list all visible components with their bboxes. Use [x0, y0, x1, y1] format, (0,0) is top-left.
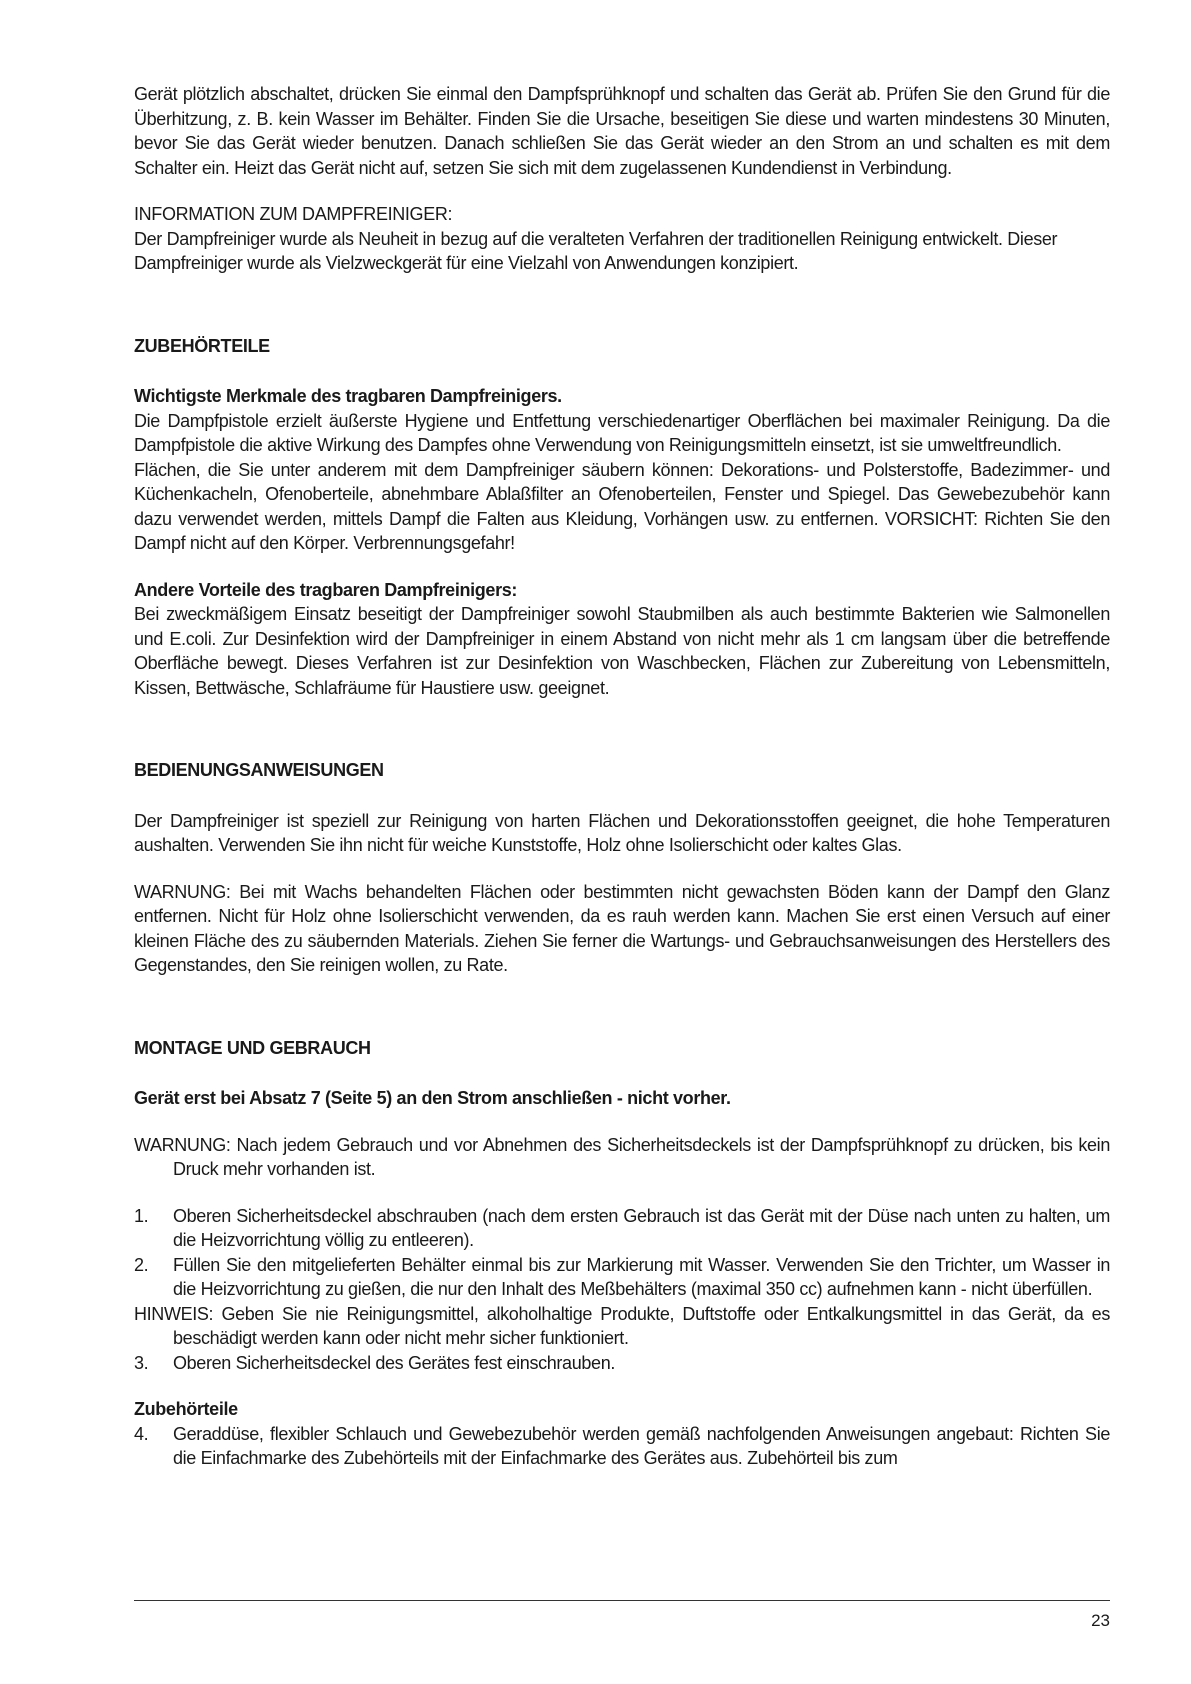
- section-heading-montage: MONTAGE UND GEBRAUCH: [134, 1037, 371, 1058]
- overheat-paragraph: Gerät plötzlich abschaltet, drücken Sie einmal den Dampfsprühknopf und schalten das Gerät ab. Prüfen Sie den Grund für die Überhitzung, z. B. kein Wasser im Behälter. Finden Sie die Ursache, beseitigen Sie diese und warten mindestens 30 Minuten, bevor Sie das Gerät wieder benutzen. Danach schließen Sie das Gerät wieder an den Strom an und schalten es mit dem Schalter ein. Heizt das Gerät nicht auf, setzen Sie sich mit dem zugelassenen Kundendienst in Verbindung.: [134, 84, 1110, 178]
- bedienung-warning: WARNUNG: Bei mit Wachs behandelten Flächen oder bestimmten nicht gewachsten Böden kann der Dampf den Glanz entfernen. Nicht für Holz ohne Isolierschicht verwenden, da es rauh werden kann. Machen Sie erst einen Versuch auf einer kleinen Fläche des zu säubernden Materials. Ziehen Sie ferner die Wartungs- und Gebrauchsanweisungen des Herstellers des Gegenstandes, den Sie reinigen wollen, zu Rate.: [134, 881, 1110, 975]
- list-item-number: 2.: [134, 1254, 149, 1275]
- list-item-text: Oberen Sicherheitsdeckel abschrauben (nach dem ersten Gebrauch ist das Gerät mit der Düse nach unten zu halten, um die Heizvorrichtung völlig zu entleeren).: [173, 1205, 1110, 1250]
- advantages-text: Bei zweckmäßigem Einsatz beseitigt der Dampfreiniger sowohl Staubmilben als auch bestimmte Bakterien wie Salmonellen und E.coli. Zur Desinfektion wird der Dampfreiniger in einem Abstand von nicht mehr als 1 cm langsam über die betreffende Oberfläche bewegt. Dieses Verfahren ist zur Desinfektion von Waschbecken, Flächen zur Zubereitung von Lebensmitteln, Kissen, Bettwäsche, Schlafräume für Haustiere usw. geeignet.: [134, 604, 1110, 698]
- list-item-number: 4.: [134, 1423, 149, 1444]
- hinweis-note: HINWEIS: Geben Sie nie Reinigungsmittel, alkoholhaltige Produkte, Duftstoffe oder Entkalkungsmittel in das Gerät, da es beschädigt werden kann oder nicht mehr sicher funktioniert.: [134, 1303, 1110, 1348]
- list-item-number: 1.: [134, 1205, 149, 1226]
- page-number: 23: [1091, 1611, 1110, 1630]
- document-page: [134, 82, 1110, 1471]
- advantages-title: Andere Vorteile des tragbaren Dampfreinigers:: [134, 579, 518, 600]
- montage-subheading: Gerät erst bei Absatz 7 (Seite 5) an den Strom anschließen - nicht vorher.: [134, 1088, 731, 1108]
- list-item-text: Oberen Sicherheitsdeckel des Gerätes fest einschrauben.: [173, 1352, 616, 1373]
- list-item: [134, 1422, 1110, 1471]
- list-item: [134, 1204, 1110, 1253]
- list-item: [134, 1351, 1110, 1376]
- features-text: Die Dampfpistole erzielt äußerste Hygiene und Entfettung verschiedenartiger Oberflächen bei maximaler Reinigung. Da die Dampfpistole die aktive Wirkung des Dampfes ohne Verwendung von Reinigungsmitteln einsetzt, ist sie umweltfreundlich.: [134, 410, 1110, 455]
- list-item-number: 3.: [134, 1352, 149, 1373]
- footer-divider: [134, 1600, 1110, 1601]
- surfaces-text: Flächen, die Sie unter anderem mit dem Dampfreiniger säubern können: Dekorations- und Polsterstoffe, Badezimmer- und Küchenkacheln, Ofenoberteile, abnehmbare Ablaßfilter an Ofenoberteilen, Fenster und Spiegel. Das Gewebezubehör kann dazu verwendet werden, mittels Dampf die Falten aus Kleidung, Vorhängen usw. zu entfernen. VORSICHT: Richten Sie den Dampf nicht auf den Körper. Verbrennungsgefahr!: [134, 459, 1110, 553]
- info-title: INFORMATION ZUM DAMPFREINIGER:: [134, 204, 453, 224]
- accessories-title: Zubehörteile: [134, 1399, 238, 1419]
- info-text: Der Dampfreiniger wurde als Neuheit in bezug auf die veralteten Verfahren der traditionellen Reinigung entwickelt. Dieser Dampfreiniger wurde als Vielzweckgerät für eine Vielzahl von Anwendungen konzipiert.: [134, 228, 1058, 273]
- features-title: Wichtigste Merkmale des tragbaren Dampfreinigers.: [134, 386, 562, 406]
- list-item-text: Geraddüse, flexibler Schlauch und Gewebezubehör werden gemäß nachfolgenden Anweisungen angebaut: Richten Sie die Einfachmarke des Zubehörteils mit der Einfachmarke des Gerätes aus. Zubehörteil bis zum: [173, 1423, 1110, 1468]
- section-heading-bedienung: BEDIENUNGSANWEISUNGEN: [134, 760, 384, 780]
- montage-warning: WARNUNG: Nach jedem Gebrauch und vor Abnehmen des Sicherheitsdeckels ist der Dampfsprühknopf zu drücken, bis kein Druck mehr vorhanden ist.: [134, 1134, 1110, 1179]
- list-item: [134, 1253, 1110, 1302]
- section-heading-zubehoerteile: ZUBEHÖRTEILE: [134, 335, 270, 356]
- list-item-text: Füllen Sie den mitgelieferten Behälter einmal bis zur Markierung mit Wasser. Verwenden Sie den Trichter, um Wasser in die Heizvorrichtung zu gießen, die nur den Inhalt des Meßbehälters (maximal 350 cc) aufnehmen kann - nicht überfüllen.: [173, 1254, 1110, 1299]
- bedienung-text: Der Dampfreiniger ist speziell zur Reinigung von harten Flächen und Dekorationsstoffen geeignet, die hohe Temperaturen aushalten. Verwenden Sie ihn nicht für weiche Kunststoffe, Holz ohne Isolierschicht oder kaltes Glas.: [134, 810, 1110, 855]
